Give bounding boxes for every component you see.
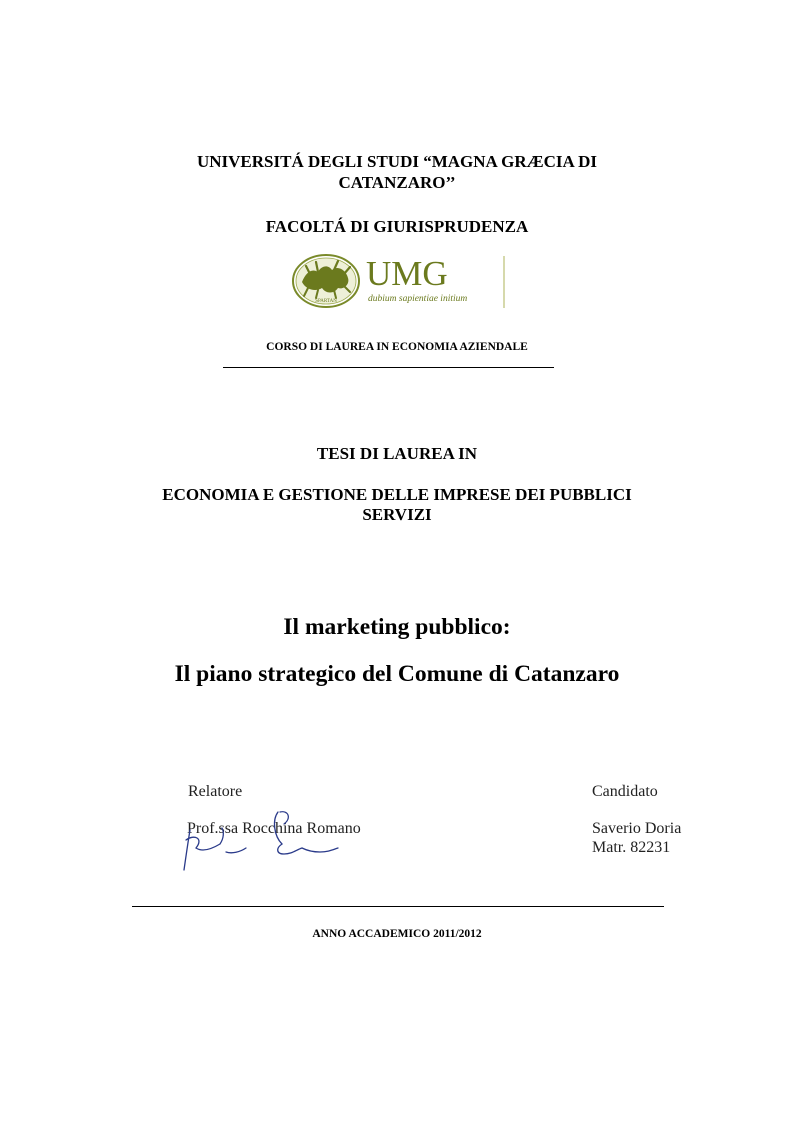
umg-logo [288, 252, 510, 310]
thesis-heading: TESI DI LAUREA IN [316, 444, 478, 463]
university-line-2: CATANZARO’’ [338, 173, 456, 192]
candidate-name: Saverio Doria [592, 820, 682, 837]
course-name: CORSO DI LAUREA IN ECONOMIA AZIENDALE [266, 341, 528, 353]
divider-bottom [132, 906, 664, 907]
thesis-subject [0, 485, 794, 525]
emblem-icon [293, 255, 359, 307]
supervisor-label: Relatore [188, 783, 243, 800]
thesis-title-line-1: Il marketing pubblico: [283, 614, 511, 640]
logo-text: UMG [366, 254, 448, 293]
emblem-text: SPARTAN [315, 299, 337, 304]
thesis-subject-line-1: ECONOMIA E GESTIONE DELLE IMPRESE DEI PUBBLICI [162, 485, 632, 504]
thesis-title-line-2: Il piano strategico del Comune di Catanzaro [174, 661, 620, 687]
university-line-1: UNIVERSITÁ DEGLI STUDI “MAGNA GRÆCIA DI [196, 152, 598, 171]
candidate-label: Candidato [592, 783, 658, 800]
thesis-subject-line-2: SERVIZI [362, 505, 432, 524]
university-name [0, 151, 794, 193]
supervisor-name: Prof.ssa Rocchina Romano [187, 820, 361, 837]
handwritten-signature [180, 808, 350, 876]
academic-year: ANNO ACCADEMICO 2011/2012 [312, 928, 482, 940]
candidate-matricola: Matr. 82231 [592, 839, 671, 856]
logo-motto: dubium sapientiae initium [368, 294, 468, 304]
faculty-name: FACOLTÁ DI GIURISPRUDENZA [265, 217, 529, 236]
divider-top [223, 367, 554, 368]
